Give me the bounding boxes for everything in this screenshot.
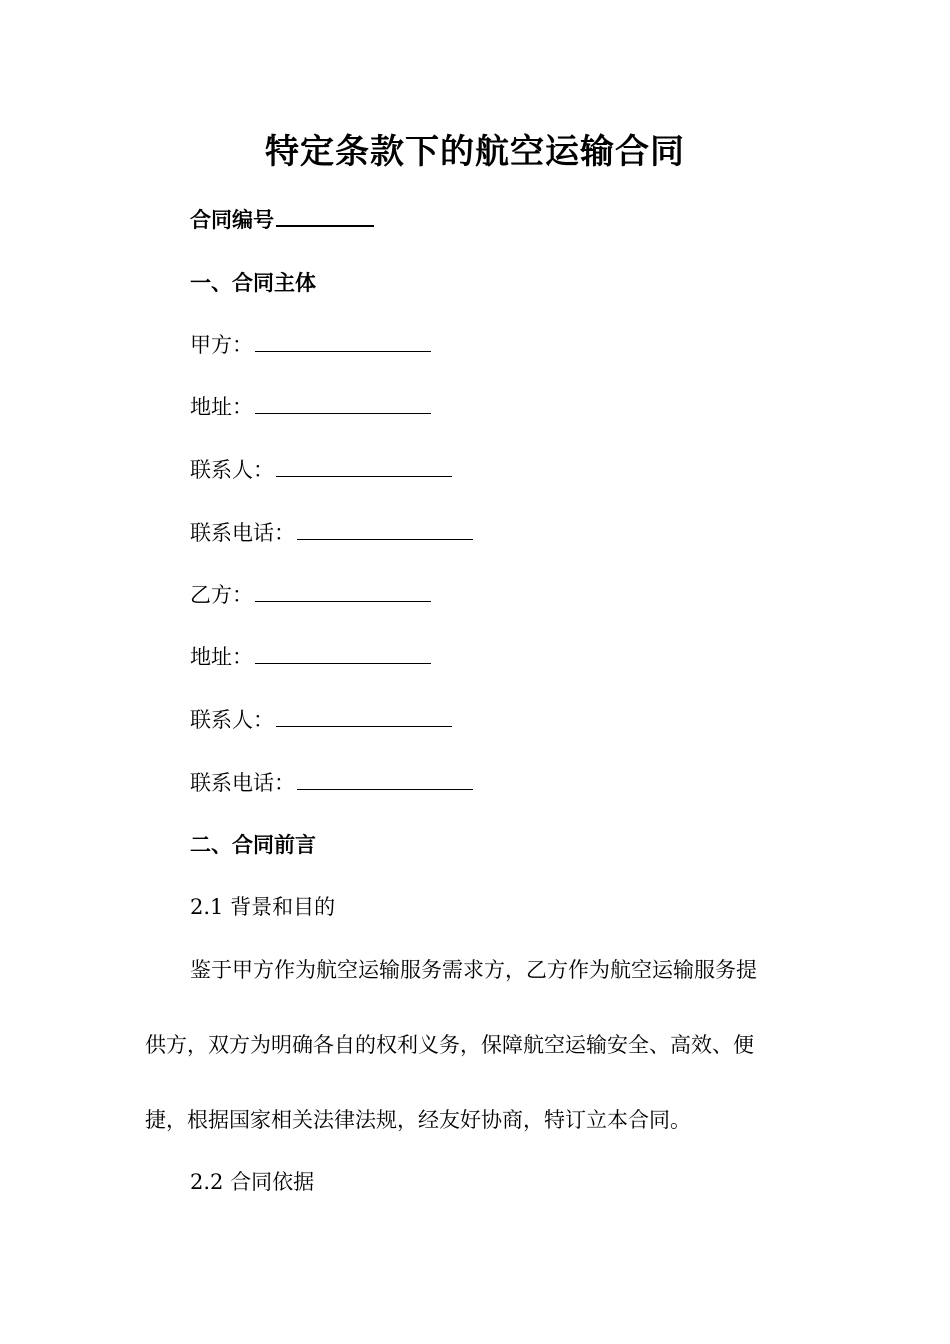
party-a-name-label: 甲方： bbox=[190, 333, 253, 357]
party-a-contact-row bbox=[190, 455, 452, 485]
subsection-background: 2.1 背景和目的 bbox=[190, 895, 336, 919]
subsection-basis: 2.2 合同依据 bbox=[190, 1170, 315, 1194]
party-a-phone-label: 联系电话： bbox=[190, 521, 295, 545]
party-a-phone-blank bbox=[297, 521, 473, 540]
section-heading-parties: 一、合同主体 bbox=[190, 271, 316, 295]
party-a-name-blank bbox=[255, 333, 431, 352]
party-b-address-row bbox=[190, 642, 431, 672]
party-b-contact-blank bbox=[276, 708, 452, 727]
contract-number-blank bbox=[276, 207, 374, 227]
paragraph-line-1: 鉴于甲方作为航空运输服务需求方，乙方作为航空运输服务提 bbox=[190, 958, 757, 982]
party-a-address-row bbox=[190, 392, 431, 422]
party-a-phone-row bbox=[190, 518, 473, 548]
party-b-name-blank bbox=[255, 583, 431, 602]
paragraph-line-3: 捷，根据国家相关法律法规，经友好协商，特订立本合同。 bbox=[145, 1108, 691, 1132]
party-b-phone-blank bbox=[297, 771, 473, 790]
party-b-name-row bbox=[190, 580, 431, 610]
party-b-phone-row bbox=[190, 768, 473, 798]
party-b-phone-label: 联系电话： bbox=[190, 771, 295, 795]
paragraph-line-2: 供方，双方为明确各自的权利义务，保障航空运输安全、高效、便 bbox=[145, 1033, 754, 1057]
party-b-name-label: 乙方： bbox=[190, 583, 253, 607]
party-b-contact-row bbox=[190, 705, 452, 735]
document-title: 特定条款下的航空运输合同 bbox=[265, 132, 685, 172]
contract-number-row bbox=[190, 205, 374, 235]
section-heading-preamble: 二、合同前言 bbox=[190, 833, 316, 857]
party-b-address-label: 地址： bbox=[190, 645, 253, 669]
party-b-address-blank bbox=[255, 645, 431, 664]
party-a-address-label: 地址： bbox=[190, 395, 253, 419]
party-b-contact-label: 联系人： bbox=[190, 708, 274, 732]
party-a-contact-label: 联系人： bbox=[190, 458, 274, 482]
party-a-name-row bbox=[190, 330, 431, 360]
contract-number-label: 合同编号 bbox=[190, 208, 274, 232]
party-a-contact-blank bbox=[276, 458, 452, 477]
party-a-address-blank bbox=[255, 395, 431, 414]
